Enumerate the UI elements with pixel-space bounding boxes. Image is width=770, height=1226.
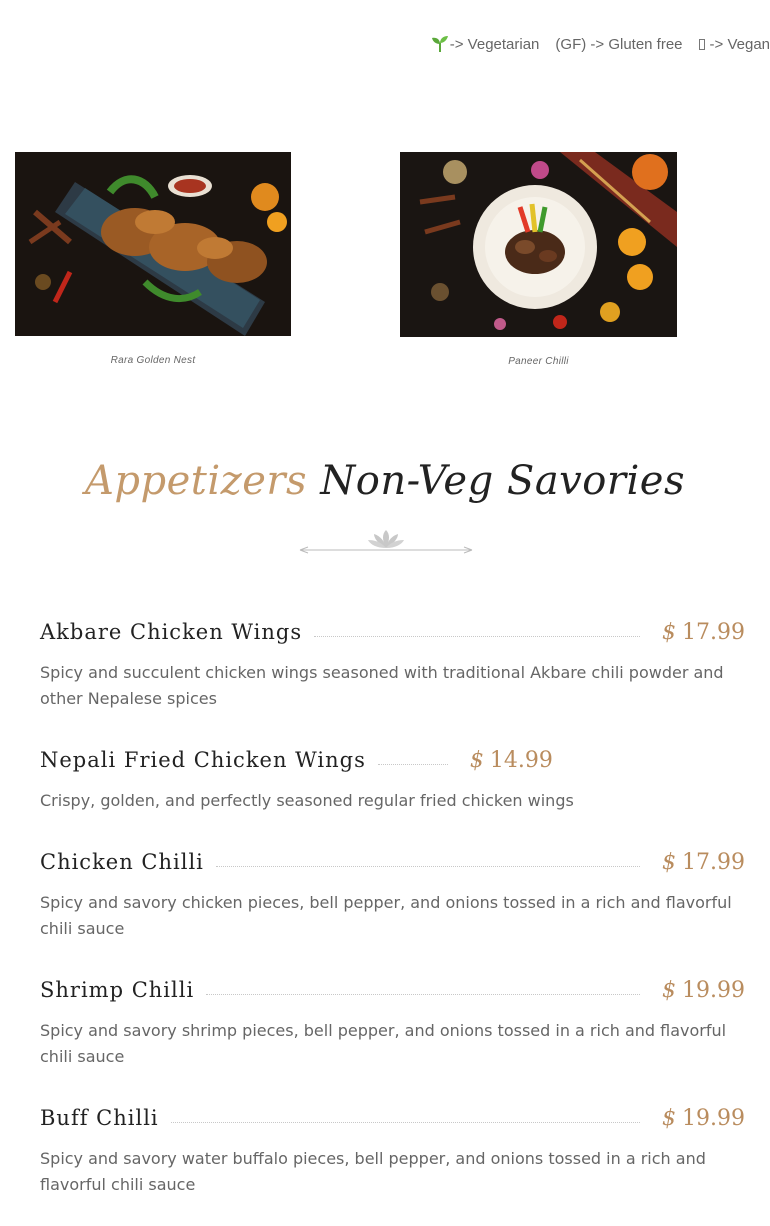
item-name: Buff Chilli <box>40 1106 159 1130</box>
item-name: Chicken Chilli <box>40 850 204 874</box>
item-description: Spicy and savory water buffalo pieces, bell pepper, and onions tossed in a rich and flavorful chili sauce <box>40 1149 706 1194</box>
menu-item <box>40 612 745 740</box>
dotted-leader <box>216 866 640 867</box>
item-name: Akbare Chicken Wings <box>40 620 303 644</box>
section-title <box>0 458 770 504</box>
sprout-icon <box>432 35 448 53</box>
section-title-accent: Appetizers <box>85 458 308 504</box>
menu-list <box>40 612 745 1226</box>
dish-photo-paneer-chilli[interactable] <box>400 152 677 337</box>
dotted-leader <box>314 636 640 637</box>
legend-gluten-free <box>555 36 682 53</box>
dotted-leader <box>378 764 448 765</box>
menu-item <box>40 970 745 1098</box>
diet-legend <box>432 33 770 55</box>
photo-caption: Rara Golden Nest <box>110 355 196 366</box>
vegan-icon <box>699 39 705 50</box>
item-name: Shrimp Chilli <box>40 978 195 1002</box>
dotted-leader <box>171 1122 640 1123</box>
lotus-divider-icon <box>296 528 476 558</box>
item-price: $ 19.99 <box>662 1105 745 1131</box>
item-description: Spicy and savory shrimp pieces, bell pepper, and onions tossed in a rich and flavorful chili sauce <box>40 1021 727 1066</box>
item-description: Spicy and succulent chicken wings seasoned with traditional Akbare chili powder and other Nepalese spices <box>40 663 724 708</box>
item-price: $ 17.99 <box>662 619 745 645</box>
menu-item <box>40 1098 745 1226</box>
item-price: $ 14.99 <box>469 747 553 773</box>
item-price: $ 19.99 <box>662 977 745 1003</box>
legend-gluten-free-label: (GF) -> Gluten free <box>555 35 683 53</box>
section-title-main: Non-Veg Savories <box>320 458 685 504</box>
menu-item <box>40 740 745 842</box>
legend-vegan-label: -> Vegan <box>709 35 770 53</box>
item-description: Spicy and savory chicken pieces, bell pepper, and onions tossed in a rich and flavorful chili sauce <box>40 893 732 938</box>
item-name: Nepali Fried Chicken Wings <box>40 748 366 772</box>
item-price: $ 17.99 <box>662 849 745 875</box>
dotted-leader <box>206 994 640 995</box>
food-image <box>15 152 291 336</box>
item-description: Crispy, golden, and perfectly seasoned regular fried chicken wings <box>40 791 574 810</box>
menu-item <box>40 842 745 970</box>
legend-vegetarian-label: -> Vegetarian <box>449 35 540 53</box>
dish-photo-rara-golden-nest[interactable] <box>15 152 291 336</box>
legend-vegan <box>699 36 770 53</box>
legend-vegetarian <box>432 35 540 53</box>
food-image <box>400 152 677 337</box>
photo-caption: Paneer Chilli <box>508 356 569 367</box>
